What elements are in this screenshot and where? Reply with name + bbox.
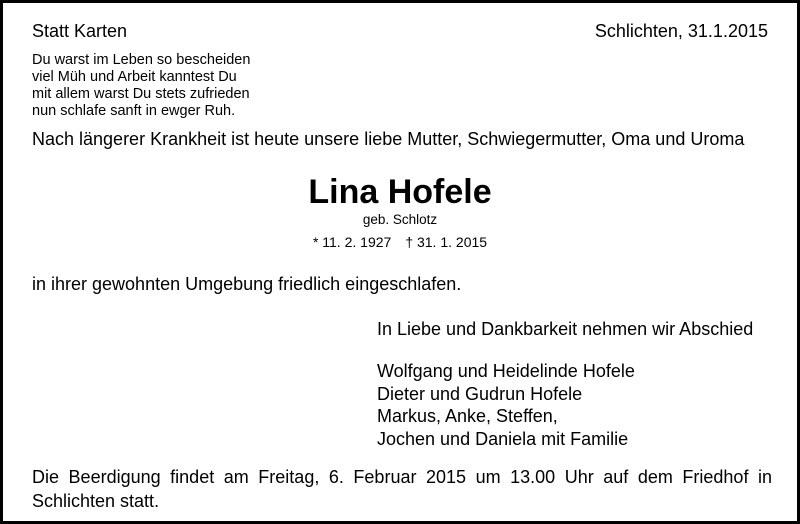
header-place-date: Schlichten, 31.1.2015 xyxy=(594,21,768,41)
mourner-line: Wolfgang und Heidelinde Hofele xyxy=(377,361,635,381)
funeral-notice: Die Beerdigung findet am Freitag, 6. Februar 2015 um 13.00 Uhr auf dem Friedhof in Schlichten statt. xyxy=(32,467,772,511)
passing-sentence: in ihrer gewohnten Umgebung friedlich eingeschlafen. xyxy=(32,274,462,294)
header-statt-karten: Statt Karten xyxy=(32,21,128,41)
poem-line: viel Müh und Arbeit kanntest Du xyxy=(32,69,237,85)
life-dates xyxy=(3,234,797,250)
memorial-poem xyxy=(32,52,292,120)
mourner-line: Markus, Anke, Steffen, xyxy=(377,406,558,426)
poem-line: Du warst im Leben so bescheiden xyxy=(32,52,251,68)
deceased-name: Lina Hofele xyxy=(308,173,492,211)
farewell-line: In Liebe und Dankbarkeit nehmen wir Abschied xyxy=(377,319,754,339)
mourners-list xyxy=(377,360,635,450)
mourner-line: Dieter und Gudrun Hofele xyxy=(377,383,583,404)
poem-line: mit allem warst Du stets zufrieden xyxy=(32,86,250,102)
poem-line: nun schlafe sanft in ewger Ruh. xyxy=(32,103,236,119)
mourner-line: Jochen und Daniela mit Familie xyxy=(377,428,629,449)
intro-paragraph: Nach längerer Krankheit ist heute unsere liebe Mutter, Schwiegermutter, Oma und Uroma xyxy=(32,129,745,149)
death-date: † 31. 1. 2015 xyxy=(405,234,488,250)
birth-date: * 11. 2. 1927 xyxy=(312,234,392,250)
maiden-name: geb. Schlotz xyxy=(362,212,438,227)
